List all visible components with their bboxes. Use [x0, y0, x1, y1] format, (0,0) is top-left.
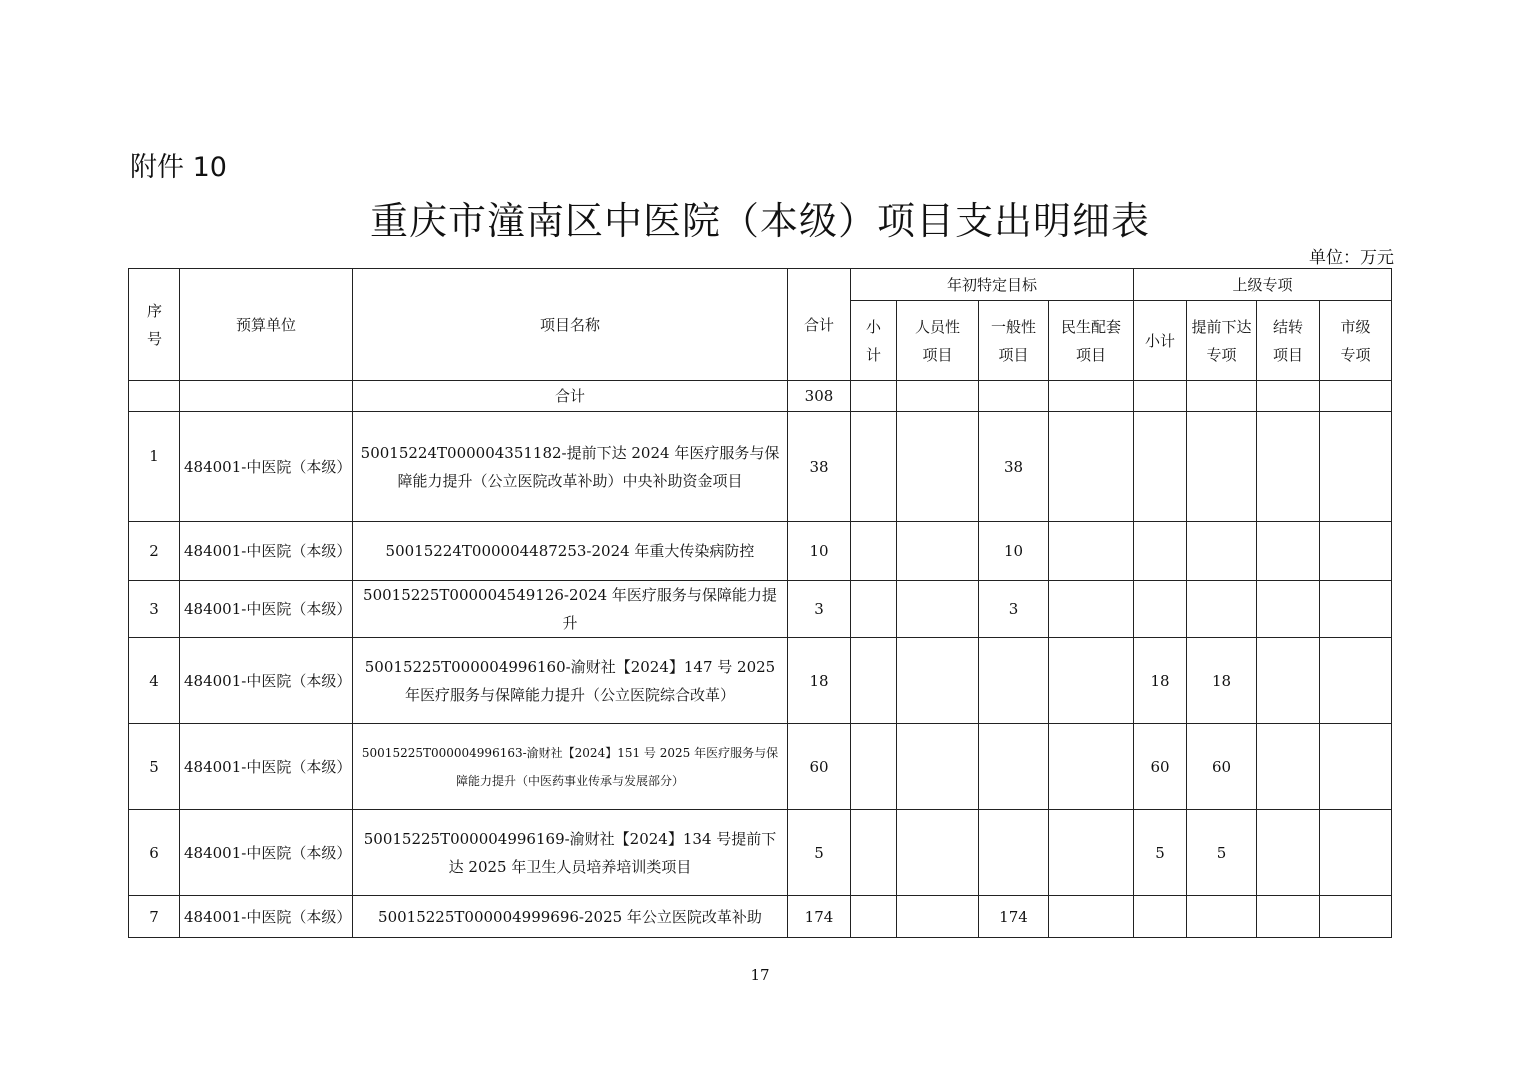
row-carryover — [1257, 412, 1320, 522]
row-project-name: 50015225T000004999696-2025 年公立医院改革补助 — [353, 896, 788, 938]
table-row — [129, 810, 1392, 896]
row-project-name: 50015225T000004996160-渝财社【2024】147 号 2025 年医疗服务与保障能力提升（公立医院综合改革） — [353, 638, 788, 724]
row-livelihood — [1049, 724, 1134, 810]
header-advance: 提前下达专项 — [1187, 301, 1257, 381]
row-upper-subtotal: 5 — [1134, 810, 1187, 896]
page-number: 17 — [750, 966, 770, 984]
row-annual-subtotal — [851, 412, 897, 522]
row-unit: 484001-中医院（本级） — [180, 581, 353, 638]
row-total: 3 — [788, 581, 851, 638]
row-city — [1320, 724, 1392, 810]
row-advance — [1187, 412, 1257, 522]
row-annual-subtotal — [851, 810, 897, 896]
row-upper-subtotal: 18 — [1134, 638, 1187, 724]
header-seq: 序号 — [129, 269, 180, 381]
row-seq: 1 — [129, 412, 180, 522]
row-livelihood — [1049, 522, 1134, 581]
row-annual-subtotal — [851, 638, 897, 724]
row-unit: 484001-中医院（本级） — [180, 810, 353, 896]
header-city: 市级专项 — [1320, 301, 1392, 381]
table-row — [129, 638, 1392, 724]
header-annual-subtotal: 小计 — [851, 301, 897, 381]
row-city — [1320, 896, 1392, 938]
row-seq: 6 — [129, 810, 180, 896]
row-general: 174 — [979, 896, 1049, 938]
row-annual-subtotal — [851, 522, 897, 581]
row-personnel — [897, 522, 979, 581]
header-total: 合计 — [788, 269, 851, 381]
total-row-label: 合计 — [353, 381, 788, 412]
row-advance: 5 — [1187, 810, 1257, 896]
row-carryover — [1257, 810, 1320, 896]
row-annual-subtotal — [851, 581, 897, 638]
table-row — [129, 412, 1392, 522]
header-general: 一般性项目 — [979, 301, 1049, 381]
row-total: 10 — [788, 522, 851, 581]
row-carryover — [1257, 581, 1320, 638]
row-carryover — [1257, 638, 1320, 724]
row-advance — [1187, 896, 1257, 938]
project-expenditure-table — [128, 268, 1392, 938]
row-unit: 484001-中医院（本级） — [180, 896, 353, 938]
row-project-name: 50015225T000004996169-渝财社【2024】134 号提前下达 2025 年卫生人员培养培训类项目 — [353, 810, 788, 896]
row-unit: 484001-中医院（本级） — [180, 412, 353, 522]
row-project-name: 50015225T000004996163-渝财社【2024】151 号 2025 年医疗服务与保障能力提升（中医药事业传承与发展部分） — [353, 724, 788, 810]
row-carryover — [1257, 522, 1320, 581]
row-seq: 5 — [129, 724, 180, 810]
row-personnel — [897, 810, 979, 896]
row-personnel — [897, 412, 979, 522]
row-general: 3 — [979, 581, 1049, 638]
row-total: 5 — [788, 810, 851, 896]
row-livelihood — [1049, 810, 1134, 896]
header-personnel: 人员性项目 — [897, 301, 979, 381]
row-personnel — [897, 638, 979, 724]
annex-label: 附件 10 — [130, 152, 227, 183]
row-project-name: 50015224T000004487253-2024 年重大传染病防控 — [353, 522, 788, 581]
row-unit: 484001-中医院（本级） — [180, 638, 353, 724]
row-upper-subtotal — [1134, 522, 1187, 581]
row-project-name: 50015225T000004549126-2024 年医疗服务与保障能力提升 — [353, 581, 788, 638]
row-annual-subtotal — [851, 724, 897, 810]
row-carryover — [1257, 896, 1320, 938]
row-advance — [1187, 581, 1257, 638]
table-row — [129, 896, 1392, 938]
row-upper-subtotal — [1134, 896, 1187, 938]
row-project-name: 50015224T000004351182-提前下达 2024 年医疗服务与保障能力提升（公立医院改革补助）中央补助资金项目 — [353, 412, 788, 522]
row-seq: 2 — [129, 522, 180, 581]
total-row-value: 308 — [788, 381, 851, 412]
row-livelihood — [1049, 581, 1134, 638]
header-upper-subtotal: 小计 — [1134, 301, 1187, 381]
row-livelihood — [1049, 412, 1134, 522]
row-upper-subtotal — [1134, 412, 1187, 522]
header-budget-unit: 预算单位 — [180, 269, 353, 381]
row-advance: 18 — [1187, 638, 1257, 724]
row-unit: 484001-中医院（本级） — [180, 724, 353, 810]
row-annual-subtotal — [851, 896, 897, 938]
row-livelihood — [1049, 638, 1134, 724]
row-general — [979, 724, 1049, 810]
row-city — [1320, 581, 1392, 638]
row-total: 38 — [788, 412, 851, 522]
row-seq: 3 — [129, 581, 180, 638]
row-general: 38 — [979, 412, 1049, 522]
unit-label: 单位：万元 — [1309, 248, 1394, 268]
header-project-name: 项目名称 — [353, 269, 788, 381]
row-city — [1320, 810, 1392, 896]
row-city — [1320, 412, 1392, 522]
row-upper-subtotal — [1134, 581, 1187, 638]
row-total: 18 — [788, 638, 851, 724]
row-personnel — [897, 581, 979, 638]
header-group-annual: 年初特定目标 — [851, 269, 1134, 301]
row-personnel — [897, 724, 979, 810]
row-carryover — [1257, 724, 1320, 810]
row-advance — [1187, 522, 1257, 581]
row-advance: 60 — [1187, 724, 1257, 810]
row-seq: 7 — [129, 896, 180, 938]
row-general — [979, 638, 1049, 724]
row-personnel — [897, 896, 979, 938]
row-general — [979, 810, 1049, 896]
row-upper-subtotal: 60 — [1134, 724, 1187, 810]
header-carryover: 结转项目 — [1257, 301, 1320, 381]
row-unit: 484001-中医院（本级） — [180, 522, 353, 581]
table-row — [129, 724, 1392, 810]
header-group-upper: 上级专项 — [1134, 269, 1392, 301]
total-row — [129, 381, 1392, 412]
page-title: 重庆市潼南区中医院（本级）项目支出明细表 — [369, 199, 1150, 243]
row-livelihood — [1049, 896, 1134, 938]
row-general: 10 — [979, 522, 1049, 581]
row-total: 60 — [788, 724, 851, 810]
table-row — [129, 522, 1392, 581]
table-row — [129, 581, 1392, 638]
row-city — [1320, 638, 1392, 724]
header-livelihood: 民生配套项目 — [1049, 301, 1134, 381]
row-seq: 4 — [129, 638, 180, 724]
row-city — [1320, 522, 1392, 581]
row-total: 174 — [788, 896, 851, 938]
